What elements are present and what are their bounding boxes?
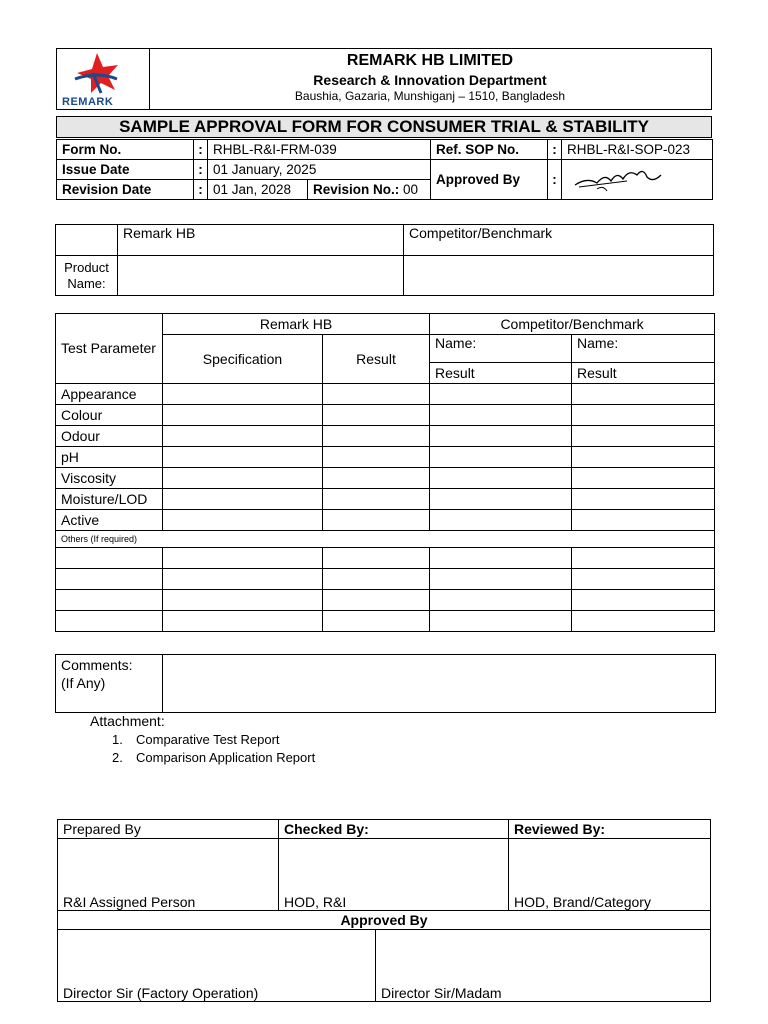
approver2-signature-box[interactable] <box>376 929 711 1001</box>
logo-wordmark: REMARK <box>62 96 114 108</box>
competitor-name-2-label: Name: <box>572 335 715 363</box>
table-cell[interactable] <box>572 569 715 590</box>
form-info-table <box>56 139 713 200</box>
ref-sop-label: Ref. SOP No. <box>431 140 548 160</box>
product-name-table <box>55 224 714 296</box>
approved-by-label: Approved By <box>431 160 548 200</box>
attachment-item-label: Comparison Application Report <box>136 750 316 765</box>
table-cell[interactable] <box>163 510 323 531</box>
checked-signature-box[interactable] <box>279 839 509 911</box>
empty-cell <box>56 225 118 256</box>
param-ph: pH <box>56 447 163 468</box>
reviewed-signature-box[interactable] <box>509 839 711 911</box>
table-cell[interactable] <box>56 611 163 632</box>
table-cell[interactable] <box>323 510 430 531</box>
attachment-item-label: Comparative Test Report <box>136 732 280 747</box>
revision-no-label: Revision No.: <box>313 182 400 197</box>
result-header: Result <box>323 335 430 384</box>
signature-icon <box>567 163 667 193</box>
remark-hb-header: Remark HB <box>118 225 404 256</box>
approver1-signature-box[interactable] <box>58 929 376 1001</box>
table-cell[interactable] <box>430 611 572 632</box>
prepared-signature-box[interactable] <box>58 839 279 911</box>
table-cell[interactable] <box>572 590 715 611</box>
issue-date-label: Issue Date <box>57 160 194 180</box>
revision-no-cell <box>308 180 431 200</box>
table-cell[interactable] <box>163 489 323 510</box>
competitor-header: Competitor/Benchmark <box>404 225 714 256</box>
table-cell[interactable] <box>323 569 430 590</box>
param-moisture-lod: Moisture/LOD <box>56 489 163 510</box>
table-cell[interactable] <box>572 384 715 405</box>
comments-label-line1: Comments: <box>61 657 133 673</box>
param-appearance: Appearance <box>56 384 163 405</box>
signature-table <box>57 819 711 930</box>
checked-by-header: Checked By: <box>279 820 509 839</box>
competitor-result-1-header: Result <box>430 363 572 384</box>
others-if-required-label: Others (If required) <box>56 531 715 548</box>
form-no-label: Form No. <box>57 140 194 160</box>
specification-header: Specification <box>163 335 323 384</box>
table-cell[interactable] <box>56 569 163 590</box>
prepared-by-header: Prepared By <box>58 820 279 839</box>
company-name: REMARK HB LIMITED <box>346 52 514 69</box>
table-cell[interactable] <box>572 489 715 510</box>
company-logo <box>57 49 150 109</box>
checked-role: HOD, R&I <box>284 894 347 910</box>
revision-date-value: 01 Jan, 2028 <box>208 180 308 200</box>
table-cell[interactable] <box>56 548 163 569</box>
approved-by-header: Approved By <box>58 911 711 930</box>
table-cell[interactable] <box>572 405 715 426</box>
attachment-item: 2. Comparison Application Report <box>112 750 316 765</box>
table-cell[interactable] <box>430 569 572 590</box>
table-cell[interactable] <box>430 405 572 426</box>
table-cell[interactable] <box>323 590 430 611</box>
approval-signature-table <box>57 929 711 1002</box>
table-cell[interactable] <box>430 548 572 569</box>
table-cell[interactable] <box>323 447 430 468</box>
approver-signature <box>562 160 713 200</box>
remark-product-name-field[interactable] <box>118 256 404 296</box>
ref-sop-value: RHBL-R&I-SOP-023 <box>562 140 713 160</box>
table-cell[interactable] <box>430 489 572 510</box>
table-cell[interactable] <box>163 468 323 489</box>
form-title: SAMPLE APPROVAL FORM FOR CONSUMER TRIAL & STABILITY <box>56 116 712 138</box>
param-colour: Colour <box>56 405 163 426</box>
prepared-role: R&I Assigned Person <box>63 894 196 910</box>
table-cell[interactable] <box>572 510 715 531</box>
colon: : <box>548 160 562 200</box>
table-cell[interactable] <box>572 548 715 569</box>
table-cell[interactable] <box>430 384 572 405</box>
competitor-result-2-header: Result <box>572 363 715 384</box>
table-cell[interactable] <box>163 405 323 426</box>
table-cell[interactable] <box>323 405 430 426</box>
comments-label-line2: (If Any) <box>61 675 106 691</box>
approver1-role: Director Sir (Factory Operation) <box>63 984 259 1001</box>
table-cell[interactable] <box>323 489 430 510</box>
table-cell[interactable] <box>56 590 163 611</box>
competitor-name-1-label: Name: <box>430 335 572 363</box>
table-cell[interactable] <box>323 548 430 569</box>
table-cell[interactable] <box>430 447 572 468</box>
table-cell[interactable] <box>572 426 715 447</box>
revision-date-label: Revision Date <box>57 180 194 200</box>
param-active: Active <box>56 510 163 531</box>
attachment-item: 1. Comparative Test Report <box>112 732 280 747</box>
header-text <box>149 49 711 103</box>
competitor-header: Competitor/Benchmark <box>430 314 715 335</box>
table-cell[interactable] <box>323 468 430 489</box>
table-cell[interactable] <box>572 468 715 489</box>
revision-no-value: 00 <box>403 182 419 197</box>
reviewed-role: HOD, Brand/Category <box>514 894 651 910</box>
test-parameter-header: Test Parameter <box>56 314 163 384</box>
table-cell[interactable] <box>430 590 572 611</box>
table-cell[interactable] <box>163 447 323 468</box>
table-cell[interactable] <box>163 548 323 569</box>
form-no-value: RHBL-R&I-FRM-039 <box>208 140 431 160</box>
comments-table <box>55 654 716 713</box>
table-cell[interactable] <box>323 611 430 632</box>
colon: : <box>194 140 208 160</box>
table-cell[interactable] <box>323 426 430 447</box>
product-name-label: Product Name: <box>56 256 118 296</box>
document-header <box>56 48 712 110</box>
colon: : <box>194 160 208 180</box>
table-cell[interactable] <box>163 384 323 405</box>
table-cell[interactable] <box>163 590 323 611</box>
comments-label <box>56 655 163 713</box>
table-cell[interactable] <box>430 426 572 447</box>
table-cell[interactable] <box>163 569 323 590</box>
table-cell[interactable] <box>430 468 572 489</box>
table-cell[interactable] <box>163 426 323 447</box>
approver2-role: Director Sir/Madam <box>381 984 502 1001</box>
attachment-title: Attachment: <box>90 713 165 729</box>
remark-hb-header: Remark HB <box>163 314 430 335</box>
comments-field[interactable] <box>163 655 716 713</box>
department-name: Research & Innovation Department <box>313 72 547 88</box>
param-viscosity: Viscosity <box>56 468 163 489</box>
attachment-list <box>112 731 315 767</box>
company-address: Baushia, Gazaria, Munshiganj – 1510, Bangladesh <box>294 89 566 103</box>
colon: : <box>194 180 208 200</box>
table-cell[interactable] <box>572 447 715 468</box>
competitor-product-name-field[interactable] <box>404 256 714 296</box>
table-cell[interactable] <box>323 384 430 405</box>
colon: : <box>548 140 562 160</box>
param-odour: Odour <box>56 426 163 447</box>
table-cell[interactable] <box>572 611 715 632</box>
issue-date-value: 01 January, 2025 <box>208 160 431 180</box>
reviewed-by-header: Reviewed By: <box>509 820 711 839</box>
table-cell[interactable] <box>430 510 572 531</box>
test-parameter-table <box>55 313 715 632</box>
table-cell[interactable] <box>163 611 323 632</box>
